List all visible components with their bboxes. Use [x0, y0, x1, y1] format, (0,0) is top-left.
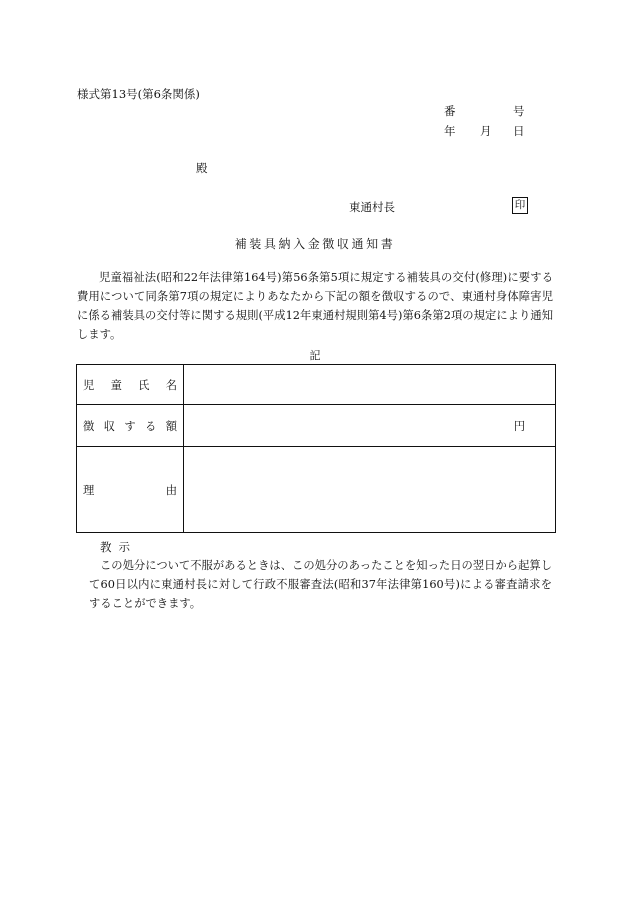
- notice-heading: 教示: [100, 540, 137, 554]
- yen-unit: 円: [513, 420, 525, 433]
- label-char: 児: [83, 378, 95, 392]
- label-child-name: [77, 365, 184, 405]
- table-row: [77, 447, 556, 533]
- label-char: 徴: [83, 419, 95, 433]
- value-collection-amount: [184, 405, 556, 447]
- label-char: 童: [110, 378, 122, 392]
- addressee-suffix: 殿: [196, 161, 208, 175]
- form-number: 様式第13号(第6条関係): [77, 87, 200, 101]
- date-year-label: 年: [444, 124, 456, 138]
- notice-paragraph: この処分について不服があるときは、この処分のあったことを知った日の翌日から起算して60日以内に東通村長に対して行政不服審査法(昭和37年法律第160号)による審査請求をすることができます。: [89, 559, 552, 610]
- value-child-name: [184, 365, 556, 405]
- issuer-name: 東通村長: [349, 200, 395, 214]
- table-row: [77, 405, 556, 447]
- document-title: 補装具納入金徴収通知書: [234, 237, 396, 251]
- label-char: 理: [83, 483, 95, 497]
- label-char: 氏: [138, 378, 150, 392]
- table-row: [77, 365, 556, 405]
- label-char: る: [145, 419, 157, 433]
- number-label-ban: 番: [444, 104, 456, 118]
- label-char: 由: [165, 483, 177, 497]
- label-reason: [77, 447, 184, 533]
- label-char: 額: [165, 419, 177, 433]
- label-char: す: [124, 419, 136, 433]
- date-month-label: 月: [480, 124, 492, 138]
- ki-marker: 記: [309, 349, 321, 362]
- seal-mark: 印: [512, 197, 528, 214]
- number-label-go: 号: [513, 104, 525, 118]
- label-char: 名: [165, 378, 177, 392]
- date-day-label: 日: [513, 124, 525, 138]
- record-table: [76, 364, 556, 533]
- label-char: 収: [103, 419, 115, 433]
- value-reason: [184, 447, 556, 533]
- body-paragraph: 児童福祉法(昭和22年法律第164号)第56条第5項に規定する補装具の交付(修理)に要する費用について同条第7項の規定によりあなたから下記の額を徴収するので、東通村身体障害児に係る補装具の交付等に関する規則(平成12年東通村規則第4号)第6条第2項の規定により通知します。: [77, 271, 553, 341]
- label-collection-amount: [77, 405, 184, 447]
